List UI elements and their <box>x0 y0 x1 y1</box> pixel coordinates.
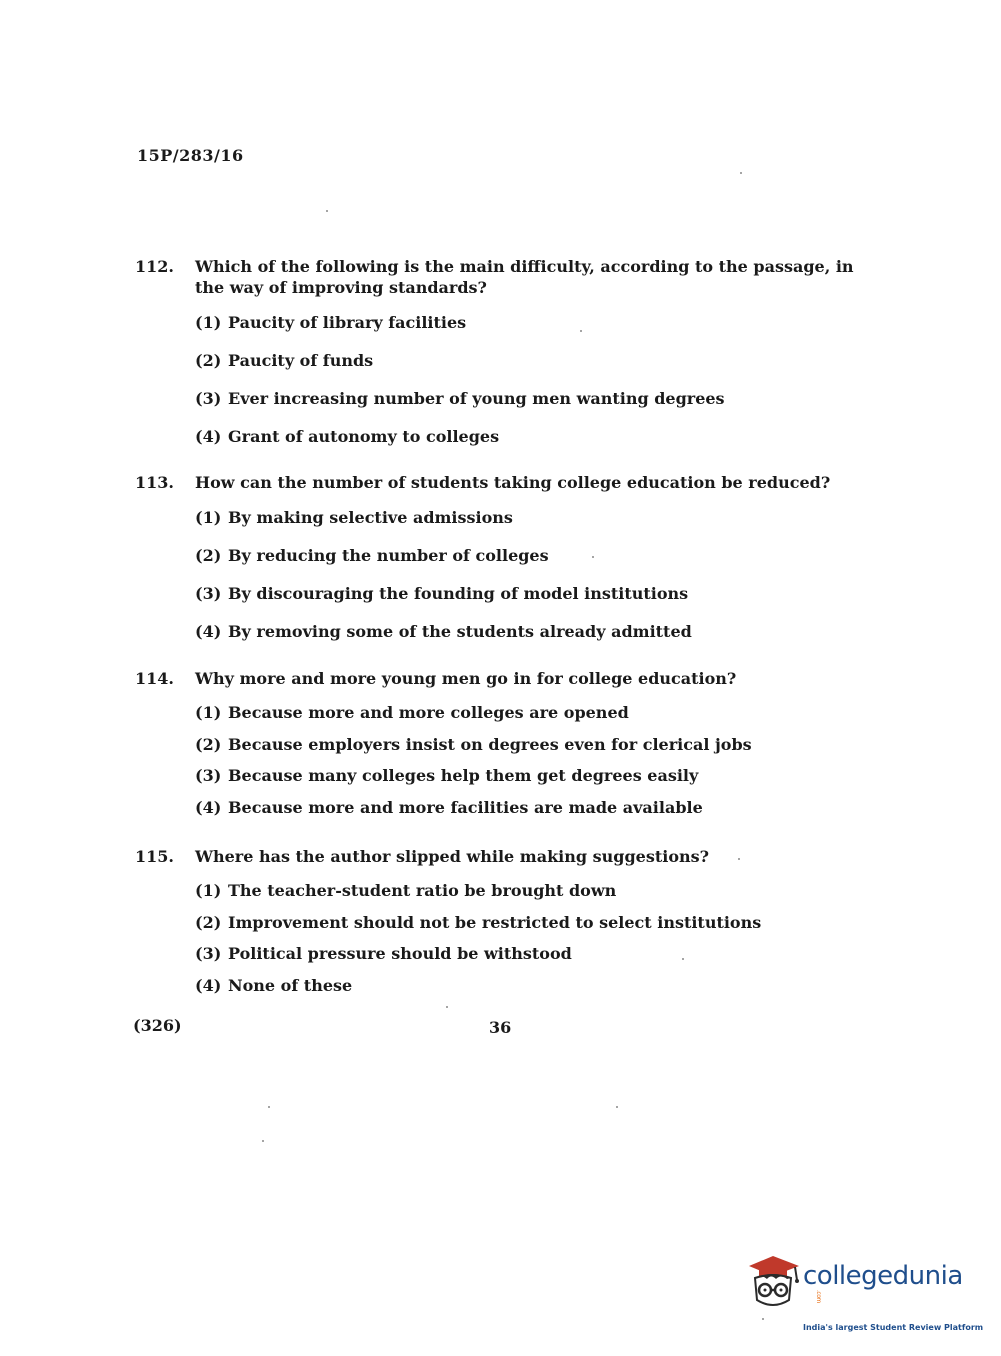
mascot-logo-icon <box>743 1252 803 1312</box>
collegedunia-watermark <box>743 1252 984 1332</box>
scan-speck <box>740 172 742 174</box>
question-115 <box>135 846 885 1001</box>
scan-speck <box>738 858 740 860</box>
options-list <box>195 304 885 456</box>
scan-speck <box>592 556 594 558</box>
booklet-number: (326) <box>133 1016 182 1035</box>
brand-tagline: India's largest Student Review Platform <box>803 1323 984 1332</box>
option: (1) Paucity of library facilities <box>195 313 467 332</box>
scan-speck <box>268 1106 270 1108</box>
option: (4) None of these <box>195 975 353 995</box>
option: (3) Political pressure should be withstood <box>195 944 572 963</box>
scan-speck <box>580 330 582 332</box>
scan-speck <box>762 1318 764 1320</box>
option: (3) By discouraging the founding of model institutions <box>195 584 689 603</box>
scan-speck <box>682 958 684 960</box>
option: (2) By reducing the number of colleges <box>195 546 549 565</box>
question-text: Why more and more young men go in for college education? <box>195 669 737 688</box>
option: (2) Because employers insist on degrees even for clerical jobs <box>195 734 752 754</box>
question-text: How can the number of students taking college education be reduced? <box>195 473 831 492</box>
scan-speck <box>446 1006 448 1008</box>
option: (4) Because more and more facilities are made available <box>195 797 703 817</box>
brand-name: collegedunia.com <box>803 1261 963 1303</box>
option: (4) By removing some of the students already admitted <box>195 622 692 641</box>
paper-code: 15P/283/16 <box>137 146 244 165</box>
option: (3) Because many colleges help them get degrees easily <box>195 766 699 785</box>
option: (2) Improvement should not be restricted to select institutions <box>195 912 762 932</box>
options-list <box>195 875 885 1001</box>
question-113 <box>135 472 885 651</box>
page-number: 36 <box>489 1018 512 1037</box>
option: (2) Paucity of funds <box>195 351 374 370</box>
option: (4) Grant of autonomy to colleges <box>195 427 500 446</box>
question-number: 114. <box>135 669 174 688</box>
scan-speck <box>262 1140 264 1142</box>
brand-dotcom: .com <box>815 1290 822 1303</box>
question-number: 115. <box>135 847 174 866</box>
options-list <box>195 697 885 823</box>
question-number: 113. <box>135 473 174 492</box>
question-text: Which of the following is the main difficulty, according to the passage, in the way of improving standards? <box>195 257 854 297</box>
question-114 <box>135 668 885 823</box>
question-number: 112. <box>135 257 174 276</box>
options-list <box>195 499 885 651</box>
option: (1) By making selective admissions <box>195 508 513 527</box>
option: (3) Ever increasing number of young men wanting degrees <box>195 389 725 408</box>
question-text: Where has the author slipped while making suggestions? <box>195 847 710 866</box>
brand-text <box>803 1262 983 1332</box>
option: (1) Because more and more colleges are opened <box>195 703 629 722</box>
scan-speck <box>326 210 328 212</box>
option: (1) The teacher-student ratio be brought down <box>195 881 617 900</box>
scan-speck <box>616 1106 618 1108</box>
question-112 <box>135 256 885 456</box>
